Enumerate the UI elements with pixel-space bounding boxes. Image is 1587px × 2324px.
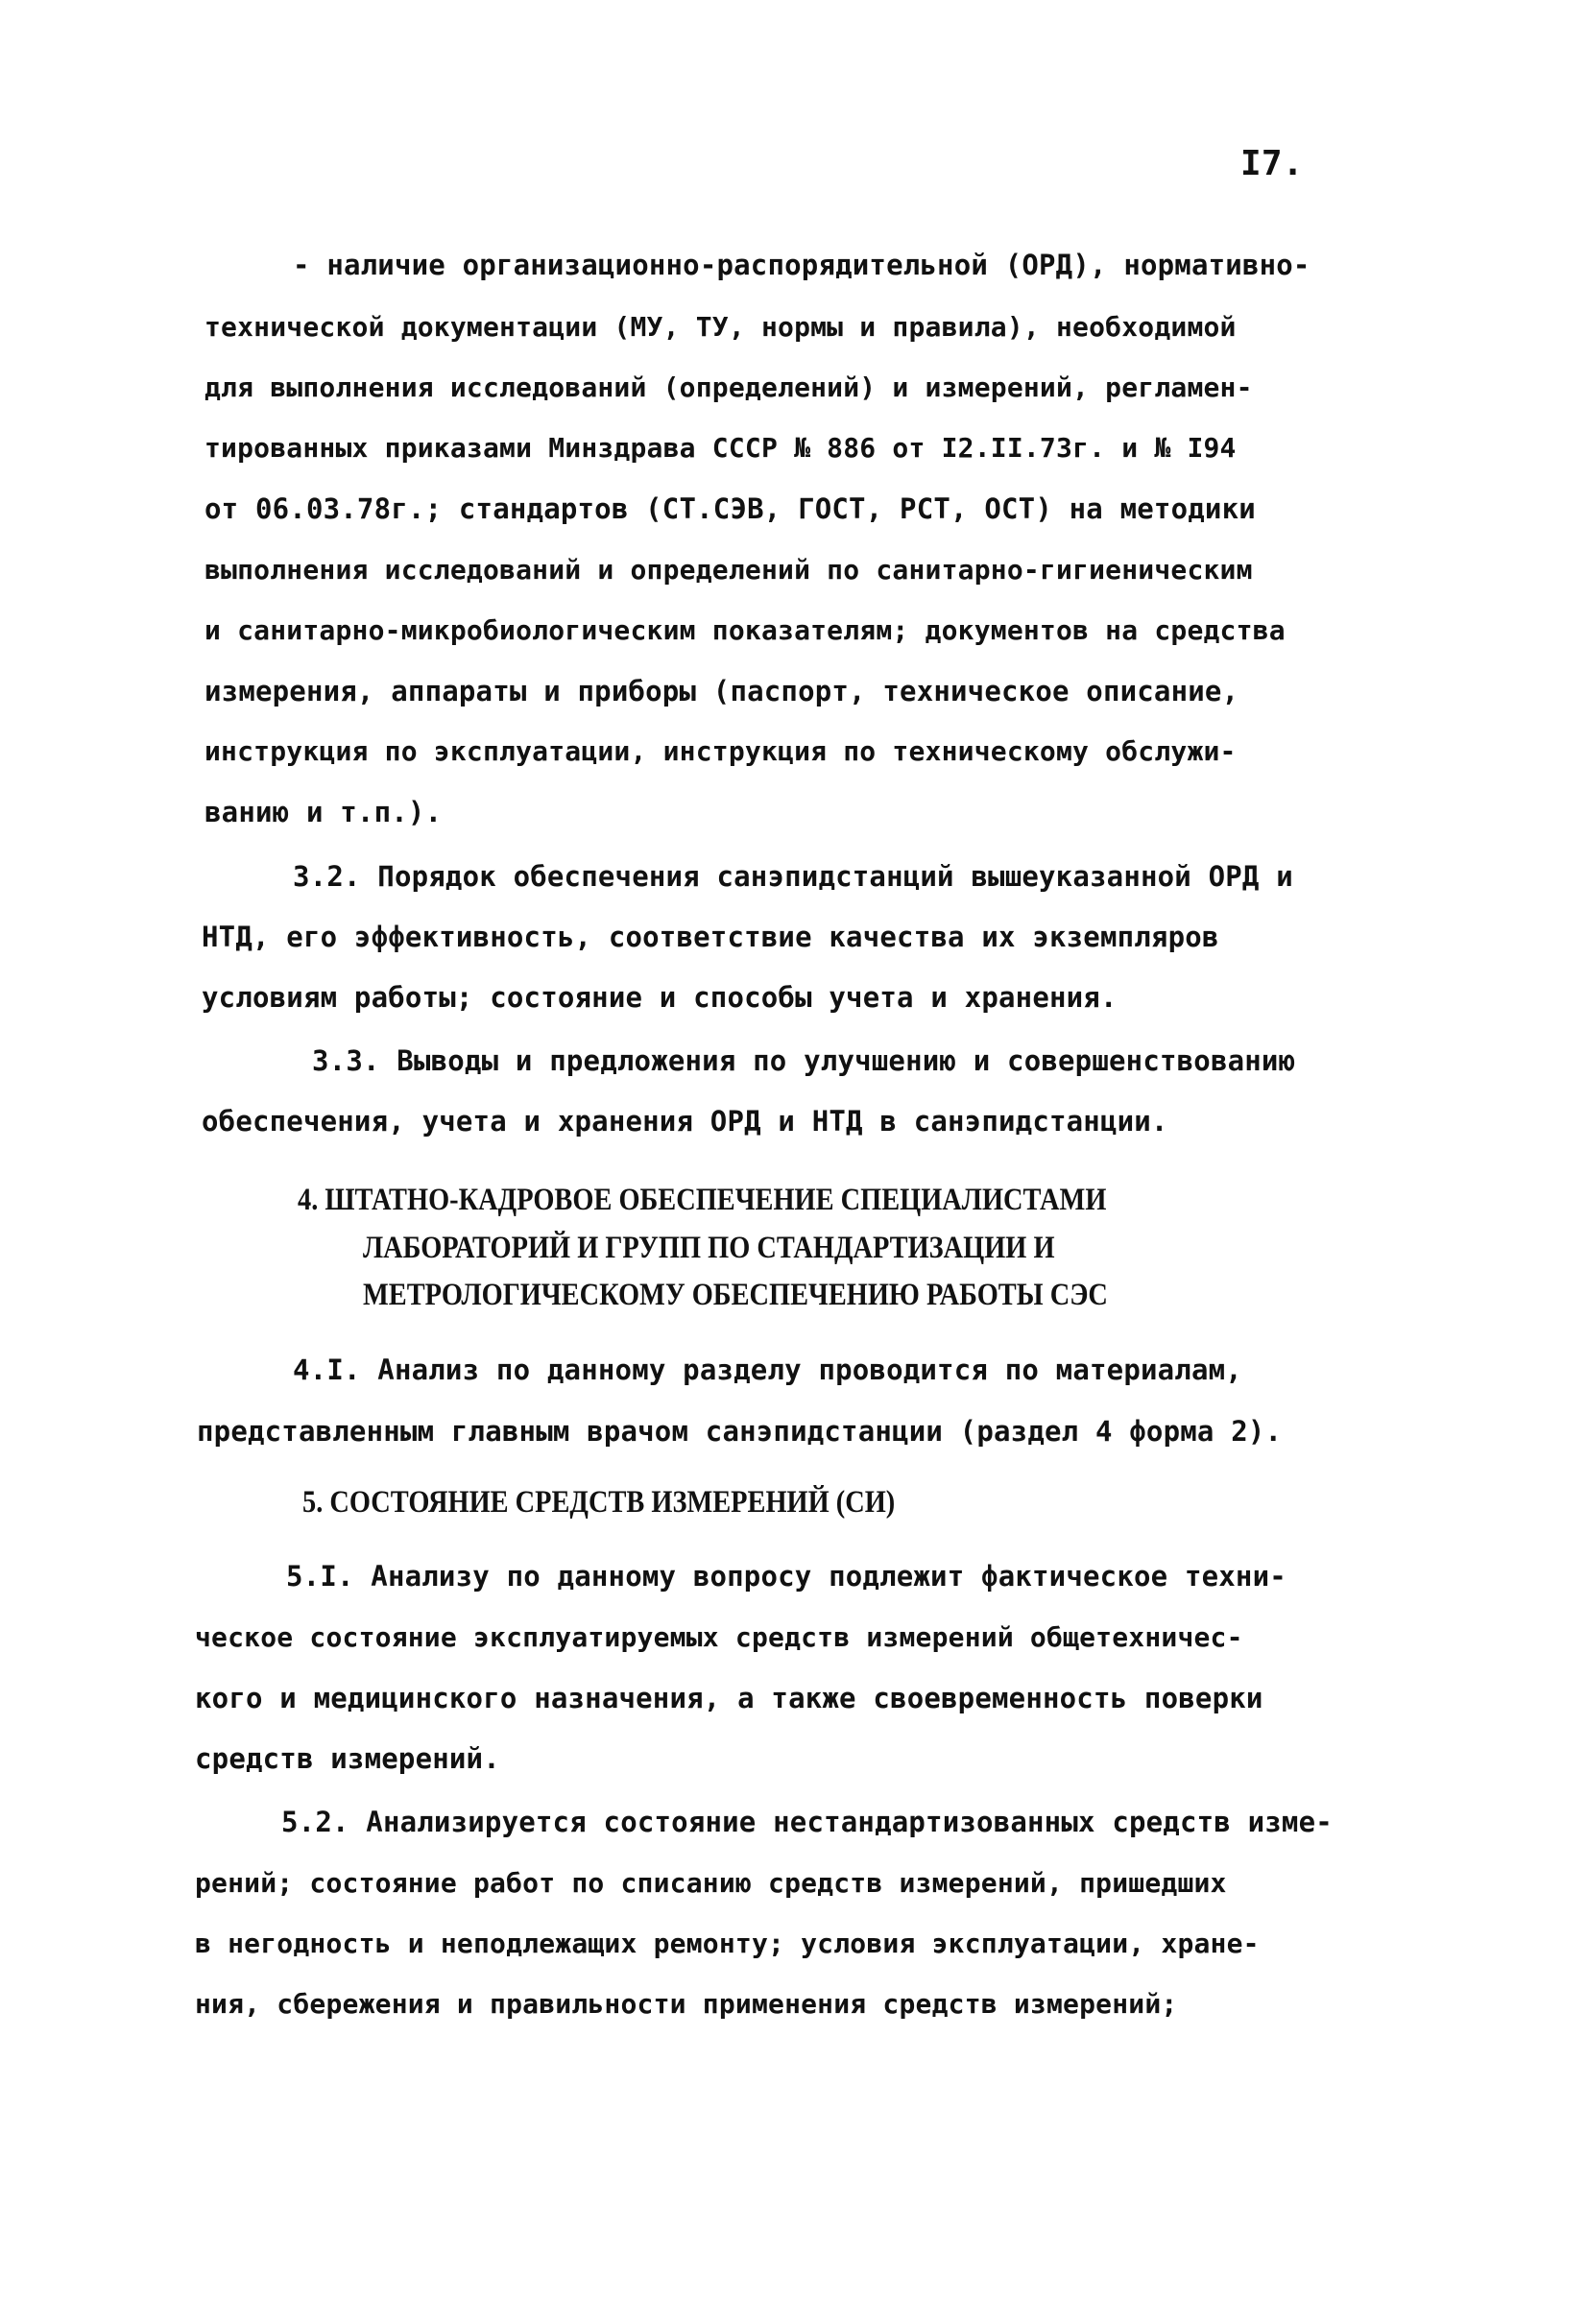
page-number: I7. [1240,144,1304,183]
text-line: инструкция по эксплуатации, инструкция по техническому обслужи- [204,735,1237,767]
text-line: условиям работы; состояние и способы учета и хранения. [202,981,1118,1014]
text-line: тированных приказами Минздрава СССР № 886 от I2.II.73г. и № I94 [204,432,1237,464]
text-line: 4.I. Анализ по данному разделу проводится по материалам, [293,1354,1242,1386]
text-line: 5.I. Анализу по данному вопросу подлежит фактическое техни- [286,1560,1286,1593]
text-line: ванию и т.п.). [204,796,443,828]
text-line: ния, сбережения и правильности применения средств измерений; [195,1988,1178,2020]
text-line: 3.3. Выводы и предложения по улучшению и совершенствованию [312,1044,1296,1077]
text-line: обеспечения, учета и хранения ОРД и НТД в санэпидстанции. [202,1105,1168,1138]
text-line: 5.2. Анализируется состояние нестандартизованных средств изме- [281,1806,1333,1838]
section-heading: МЕТРОЛОГИЧЕСКОМУ ОБЕСПЕЧЕНИЮ РАБОТЫ СЭС [363,1278,1108,1312]
text-line: средств измерений. [195,1742,500,1775]
text-line: представленным главным врачом санэпидстанции (раздел 4 форма 2). [197,1415,1283,1448]
text-line: кого и медицинского назначения, а также своевременность поверки [195,1682,1263,1714]
text-line: и санитарно-микробиологическим показателям; документов на средства [204,614,1286,646]
text-line: технической документации (МУ, ТУ, нормы и правила), необходимой [204,311,1237,343]
text-line: в негодность и неподлежащих ремонту; условия эксплуатации, хране- [195,1928,1260,1959]
text-line: - наличие организационно-распорядительной (ОРД), нормативно- [293,249,1310,281]
text-line: измерения, аппараты и приборы (паспорт, техническое описание, [204,675,1239,707]
text-line: рений; состояние работ по списанию средств измерений, пришедших [195,1867,1227,1899]
text-line: 3.2. Порядок обеспечения санэпидстанций вышеуказанной ОРД и [293,860,1293,893]
text-line: для выполнения исследований (определений) и измерений, регламен- [204,371,1253,403]
section-heading: 5. СОСТОЯНИЕ СРЕДСТВ ИЗМЕРЕНИЙ (СИ) [302,1485,896,1520]
text-line: НТД, его эффективность, соответствие качества их экземпляров [202,921,1219,953]
section-heading: ЛАБОРАТОРИЙ И ГРУПП ПО СТАНДАРТИЗАЦИИ И [363,1231,1055,1265]
section-heading: 4. ШТАТНО-КАДРОВОЕ ОБЕСПЕЧЕНИЕ СПЕЦИАЛИСТАМИ [298,1183,1107,1217]
text-line: от 06.03.78г.; стандартов (СТ.СЭВ, ГОСТ, РСТ, ОСТ) на методики [204,492,1256,525]
text-line: выполнения исследований и определений по санитарно-гигиеническим [204,554,1253,586]
text-line: ческое состояние эксплуатируемых средств измерений общетехничес- [195,1621,1243,1653]
